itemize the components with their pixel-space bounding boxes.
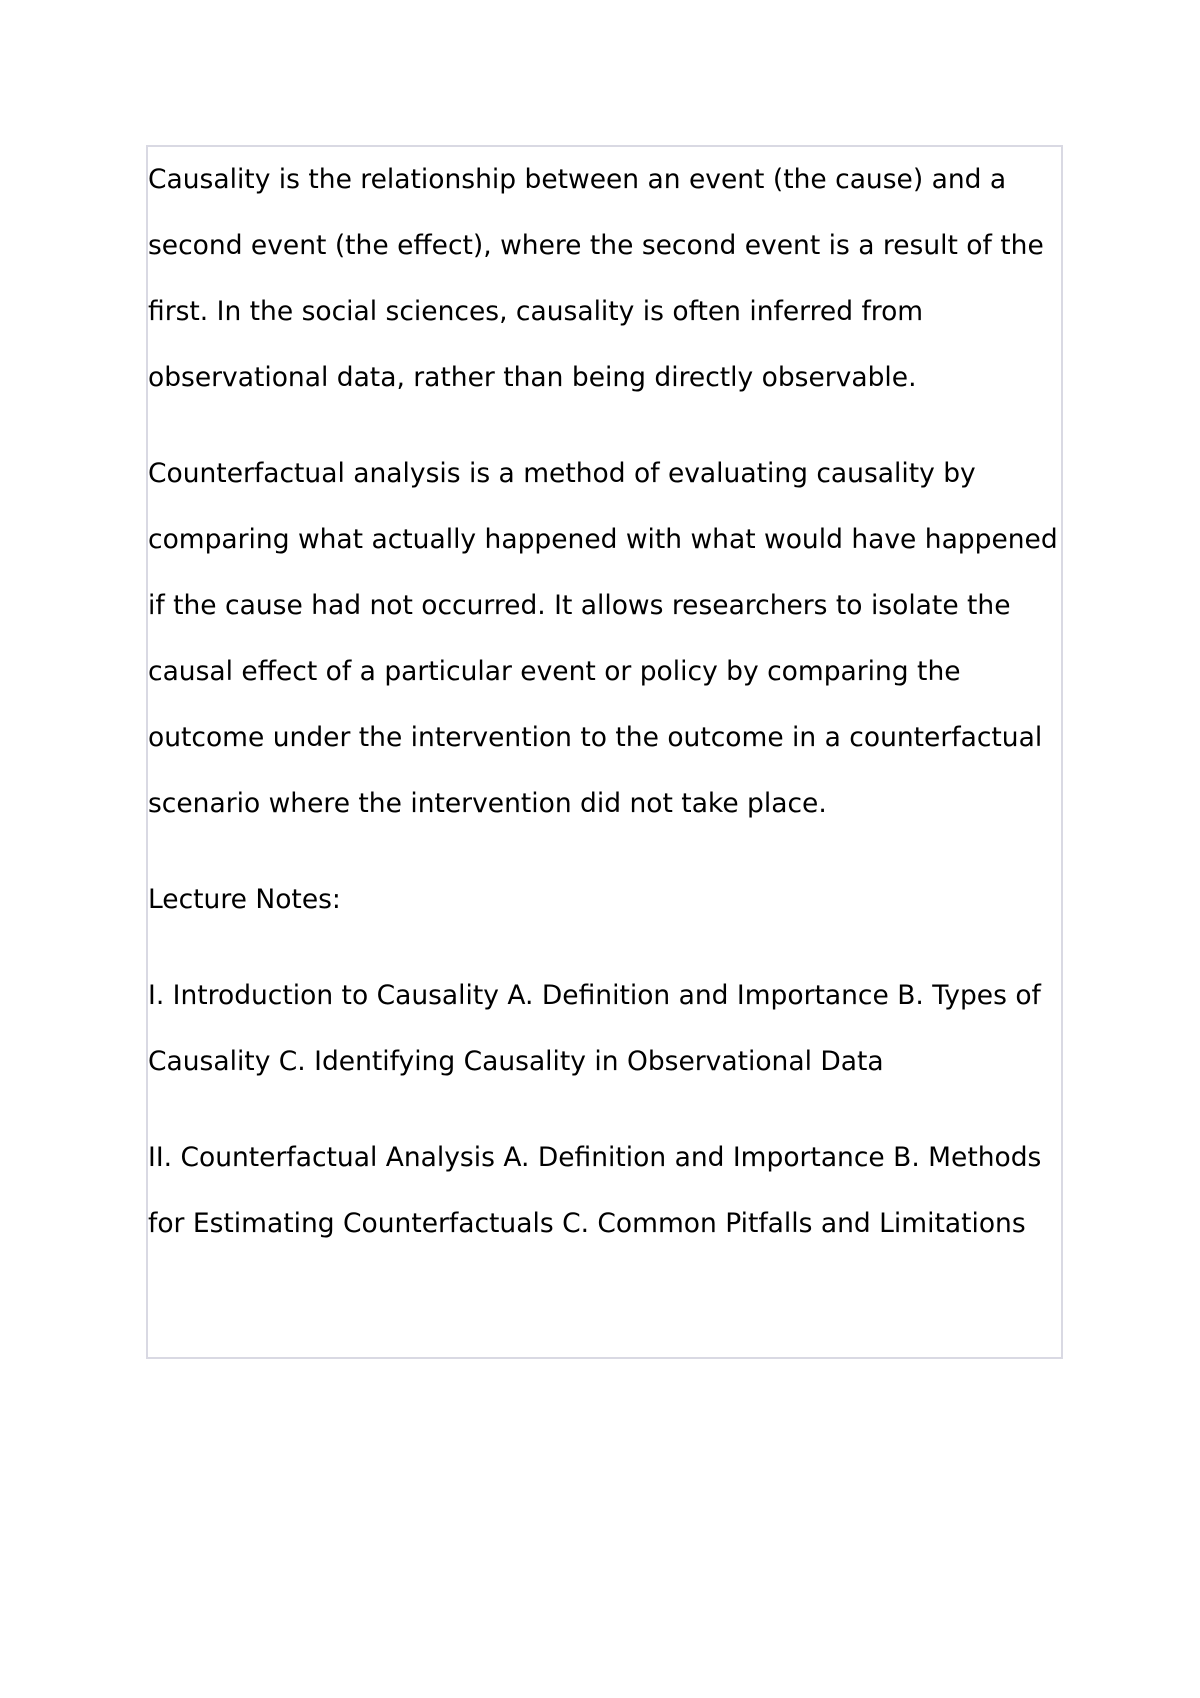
- lecture-notes-item-2: II. Counterfactual Analysis A. Definition and Importance B. Methods for Estimating Counterfactuals C. Common Pitfalls and Limitations: [148, 1142, 1042, 1239]
- paragraph-counterfactual-analysis: Counterfactual analysis is a method of evaluating causality by comparing what actually happened with what would have happened if the cause had not occurred. It allows researchers to isolate the causal effect of a particular event or policy by comparing the outcome under the intervention to the outcome in a counterfactual scenario where the intervention did not take place.: [148, 458, 1058, 819]
- document-text-box: [146, 145, 1063, 1359]
- paragraph-causality-definition: Causality is the relationship between an event (the cause) and a second event (the effect), where the second event is a result of the first. In the social sciences, causality is often inferred from observational data, rather than being directly observable.: [148, 164, 1044, 393]
- lecture-notes-item-1: I. Introduction to Causality A. Definition and Importance B. Types of Causality C. Identifying Causality in Observational Data: [148, 980, 1041, 1077]
- lecture-notes-heading: Lecture Notes:: [148, 884, 341, 915]
